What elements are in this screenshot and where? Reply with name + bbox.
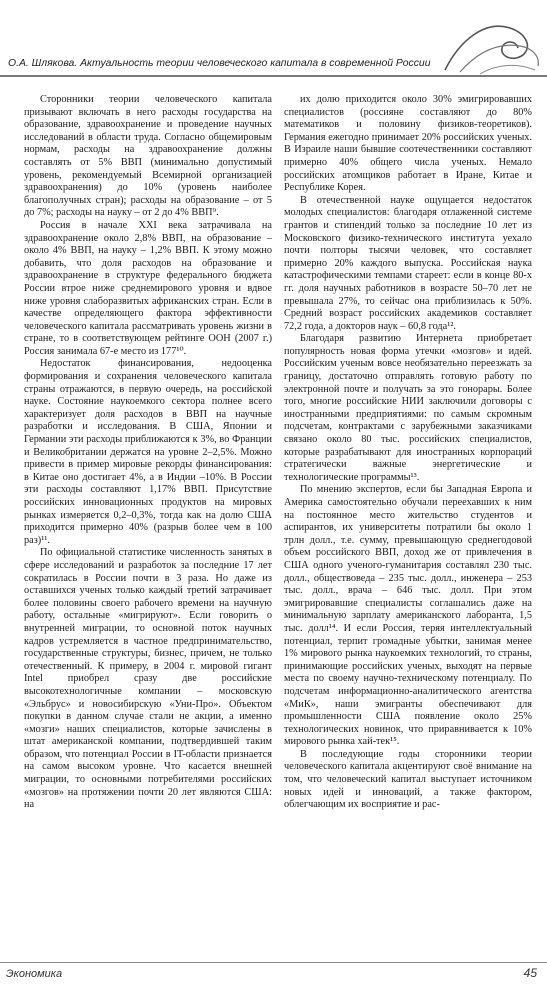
page-number: 45 <box>523 966 537 980</box>
running-title: О.А. Шлякова. Актуальность теории человеческого капитала в современной России <box>8 58 431 69</box>
paragraph: их долю приходится около 30% эмигрировавших специалистов (россияне составляют до 80% математиков и половину физиков-теоретиков). Германия ежегодно принимает 20% российских ученых. В Израиле наши бывшие соотечественники составляют примерно 40% общего числа ученых. Немало российских атомщиков работает в Иране, Китае и Республике Корея. <box>284 94 532 194</box>
paragraph: Недостаток финансирования, недооценка формирования и сохранения человеческого капитала страны отражаются, в первую очередь, на российской науке. Состояние наукоемкого сектора полнее всего характеризует доля расходов в ВВП на научные разработки и исследования. В США, Японии и Германии эти расходы приближаются к 3%, во Франции и Великобритании держатся на уровне 2–2,5%. Можно привести в пример мировые рекорды финансирования: в Китае оно достигает 4%, а в Индии –10%. В России эти расходы составляют 1,17% ВВП. Присутствие российских инновационных продуктов на мировых рынках измеряется 0,2–0,3%, тогда как на долю США приходится примерно 40% (разрыв более чем в 100 раз)¹¹. <box>24 358 272 546</box>
paragraph: Благодаря развитию Интернета приобретает популярность новая форма утечки «мозгов» и идей. Российским ученым вовсе необязательно переезжать за границу, достаточно отправлять готовую работу по электронной почте и получать за это гонорары. Более того, многие российские НИИ заключили договоры с иностранными предприятиями: по самым скромным подсчетам, контрактами с зарубежными заказчиками связано около 80 тыс. российских специалистов, которые разрабатывают для иностранных корпораций стратегически важные энергетические и технологические программы¹³. <box>284 333 532 483</box>
right-column <box>284 94 532 812</box>
paragraph: В отечественной науке ощущается недостаток молодых специалистов: благодаря отлаженной системе грантов и стипендий только за последние 10 лет из Московского физико-технического института уехало почти полторы тысячи человек, что составляет примерно 20% каждого выпуска. Российская наука катастрофическими темпами стареет: если в конце 80-х гг. доля научных работников в возрасте 50–70 лет не превышала 27%, то сейчас она приблизилась к 50%. Средний возраст российских академиков составляет 72,2 года, а докторов наук – 60,8 года¹². <box>284 194 532 332</box>
paragraph: Сторонники теории человеческого капитала призывают включать в него расходы государства на образование, здравоохранение и проведение научных исследований в области труда. Согласно общемировым нормам, расходы на здравоохранение должны составлять от 5% ВВП (минимально допустимый уровень, рекомендуемый Всемирной организацией здравоохранения) до 10% (уровень наиболее благополучных стран); расходы на образование – от 5 до 7%; расходы на науку – от 2 до 4% ВВП⁹. <box>24 94 272 219</box>
paragraph: В последующие годы сторонники теории человеческого капитала акцентируют своё внимание на том, что человеческий капитал выступает источником новых идей и инноваций, а также фактором, облегчающим их восприятие и рас- <box>284 748 532 811</box>
paragraph: По официальной статистике численность занятых в сфере исследований и разработок за последние 17 лет сократилась в России почти в 3 раза. Но даже из оставшихся ученых только каждый третий затрачивает более половины своего рабочего времени на научную работу, остальные «мигрируют». Если говорить о внутренней миграции, то основной поток научных кадров устремляется в частное предпринимательство, государственные структуры, бизнес, причем, не только отечественный. К примеру, в 2004 г. мировой гигант Intel приобрел сразу две российские высокотехнологичные компании – московскую «Эльбрус» и новосибирскую «Уни-Про». Объектом покупки в данном случае стали не акции, а именно «мозги» наших специалистов, которые зачислены в штат американской компании, подтвердившей таким образом, что потенциал России в IT-области признается на самом высоком уровне. Что касается внешней миграции, то основными потребителями российских «мозгов» на протяжении почти 20 лет являются США: на <box>24 547 272 811</box>
footer-divider <box>0 962 547 963</box>
paragraph: По мнению экспертов, если бы Западная Европа и Америка самостоятельно обучали переехавших к ним на постоянное место жительство студентов и аспирантов, их университеты потратили бы около 1 трлн долл., т.е. сумму, превышающую среднегодовой объем российского ВВП, доход же от привлечения в США одного ученого-гуманитария составлял 230 тыс. долл., обществоведа – 235 тыс. долл., инженера – 253 тыс. долл., врача – 646 тыс. долл. При этом эмигрировавшие специалисты соглашались даже на минимальную зарплату американского лаборанта, 1,5 тыс. долл¹⁴. И если Россия, теряя интеллектуальный потенциал, терпит громадные убытки, занимая менее 1% мирового рынка наукоемких технологий, то страны, принимающие российских ученых, выходят на первые места по своему научно-техническому потенциалу. По подсчетам информационно-аналитического агентства «МиК», наши эмигранты обеспечивают для промышленности США появление около 25% технологических новинок, что приравнивается к 10% мирового рынка хай-тек¹⁵. <box>284 484 532 748</box>
left-column <box>24 94 272 812</box>
paragraph: Россия в начале XXI века затрачивала на здравоохранение около 2,8% ВВП, на образование – около 4% ВВП, на науку – 1,2% ВВП. К этому можно добавить, что доля расходов на образование и здравоохранение в структуре федерального бюджета России втрое ниже среднемирового уровня и вдвое ниже уровня слаборазвитых африканских стран. Если в качестве определяющего фактора эффективности человеческого капитала рассматривать уровень жизни в стране, то в соответствующем рейтинге ООН (2007 г.) Россия занимала 67-е место из 177¹⁰. <box>24 219 272 357</box>
ornament-icon <box>440 10 545 76</box>
header-divider <box>0 75 547 77</box>
journal-section: Экономика <box>6 968 63 980</box>
page-header <box>0 0 547 82</box>
